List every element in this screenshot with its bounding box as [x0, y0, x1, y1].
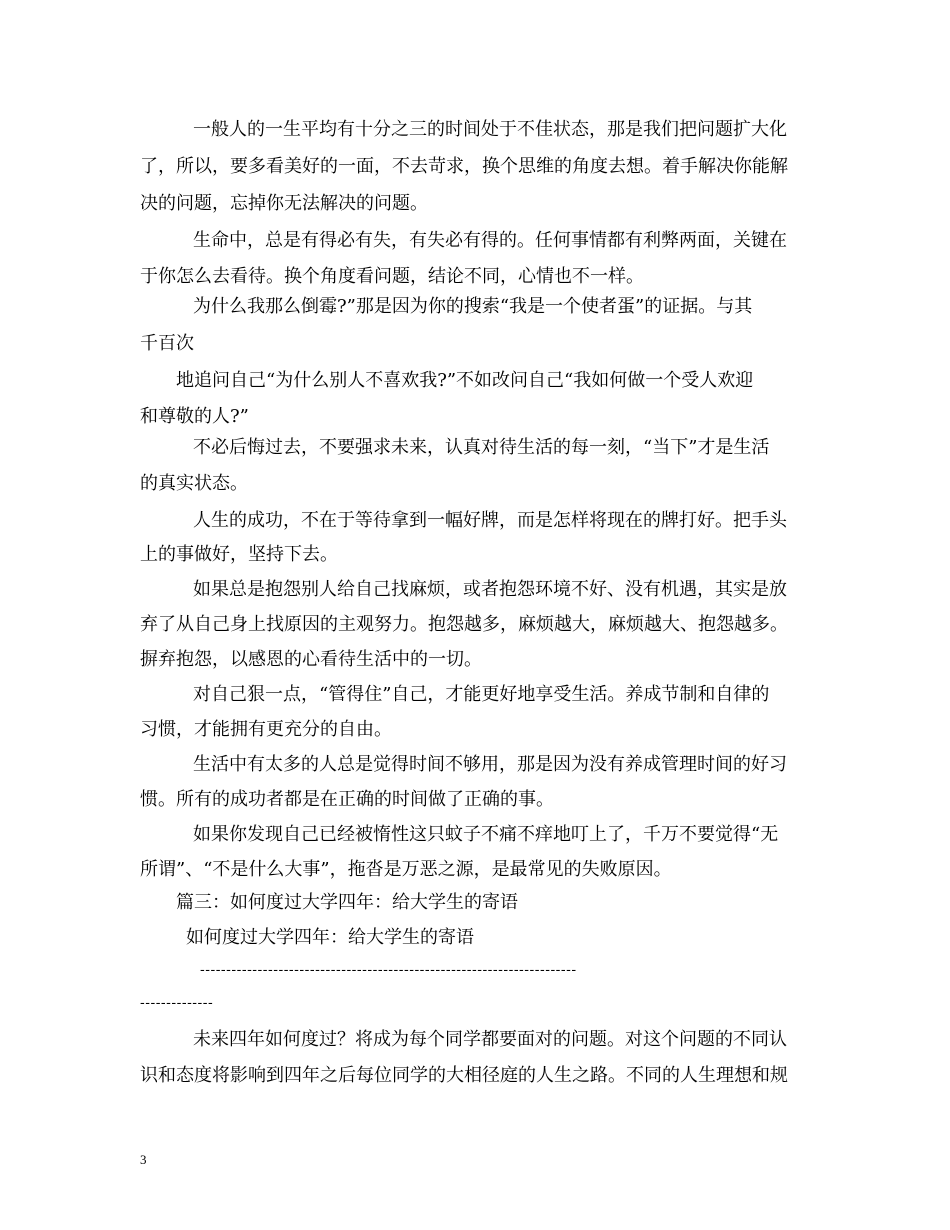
section-subtitle: 如何度过大学四年：给大学生的寄语 [186, 927, 474, 948]
section-heading: 篇三：如何度过大学四年：给大学生的寄语 [176, 892, 518, 913]
paragraph-line: 如果总是抱怨别人给自己找麻烦，或者抱怨环境不好、没有机遇，其实是放 [193, 579, 787, 600]
paragraph-line: 决的问题，忘掉你无法解决的问题。 [140, 193, 428, 214]
paragraph-line: 生活中有太多的人总是觉得时间不够用，那是因为没有养成管理时间的好习 [193, 754, 787, 775]
paragraph-line: 摒弃抱怨，以感恩的心看待生活中的一切。 [140, 649, 482, 670]
paragraph-line: 所谓”、“不是什么大事”，拖沓是万恶之源，是最常见的失败原因。 [140, 859, 672, 880]
paragraph-line: 习惯，才能拥有更充分的自由。 [140, 719, 392, 740]
paragraph-line: 于你怎么去看待。换个角度看问题，结论不同，心情也不一样。 [140, 266, 644, 287]
paragraph-line: 上的事做好，坚持下去。 [140, 544, 338, 565]
separator-line: -------------- [140, 995, 214, 1011]
page-number: 3 [140, 1152, 147, 1167]
paragraph-line: 弃了从自己身上找原因的主观努力。抱怨越多，麻烦越大，麻烦越大、抱怨越多。 [140, 614, 788, 635]
paragraph-line: 人生的成功，不在于等待拿到一幅好牌，而是怎样将现在的牌打好。把手头 [193, 510, 787, 531]
paragraph-line: 识和态度将影响到四年之后每位同学的大相径庭的人生之路。不同的人生理想和规 [140, 1065, 788, 1086]
separator-line: ------------------------------------------------------------------------ [200, 962, 577, 978]
paragraph-line: 生命中，总是有得必有失，有失必有得的。任何事情都有利弊两面，关键在 [193, 230, 787, 251]
paragraph-line: 不必后悔过去，不要强求未来，认真对待生活的每一刻，“当下”才是生活 [193, 437, 770, 458]
paragraph-line: 对自己狠一点，“管得住”自己，才能更好地享受生活。养成节制和自律的 [193, 684, 770, 705]
paragraph-line: 为什么我那么倒霉?”那是因为你的搜索“我是一个使者蛋”的证据。与其 [193, 296, 753, 317]
paragraph-line: 千百次 [140, 333, 194, 354]
paragraph-line: 的真实状态。 [140, 473, 248, 494]
paragraph-line: 地追问自己“为什么别人不喜欢我?”不如改问自己“我如何做一个受人欢迎 [176, 370, 754, 391]
paragraph-line: 如果你发现自己已经被惰性这只蚊子不痛不痒地叮上了，千万不要觉得“无 [193, 824, 779, 845]
paragraph-line: 未来四年如何度过？将成为每个同学都要面对的问题。对这个问题的不同认 [193, 1029, 787, 1050]
paragraph-line: 和尊敬的人?” [140, 406, 249, 427]
paragraph-line: 一般人的一生平均有十分之三的时间处于不佳状态，那是我们把问题扩大化 [193, 119, 787, 140]
paragraph-line: 惯。所有的成功者都是在正确的时间做了正确的事。 [140, 789, 554, 810]
paragraph-line: 了，所以，要多看美好的一面，不去苛求，换个思维的角度去想。着手解决你能解 [140, 156, 788, 177]
